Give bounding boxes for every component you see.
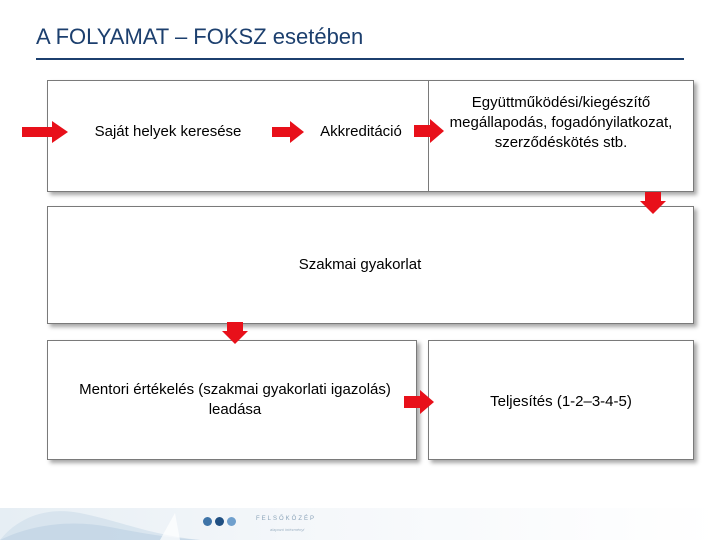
step-search-label: Saját helyek keresése xyxy=(94,123,242,140)
step-mentor-label: Mentori értékelés (szakmai gyakorlati igazolás) leadása xyxy=(79,381,391,418)
step-agreement-label: Együttműködési/kiegészítő megállapodás, fogadónyilatkozat, szerződéskötés stb. xyxy=(449,94,673,151)
footer-logo-subtitle: alapozó intézményi xyxy=(270,527,305,532)
arrow-right-icon xyxy=(404,390,434,414)
arrow-right-icon xyxy=(272,121,304,143)
step-practice-label: Szakmai gyakorlat xyxy=(298,256,422,273)
arrow-down-icon xyxy=(640,192,666,214)
arrow-right-icon xyxy=(22,121,68,143)
logo-dot-icon xyxy=(215,517,224,526)
footer-wave-graphic xyxy=(0,505,200,540)
arrow-right-icon xyxy=(414,119,444,143)
logo-dot-icon xyxy=(203,517,212,526)
title-underline xyxy=(36,58,684,60)
footer-logo xyxy=(203,517,236,526)
footer-logo-text: FELSŐKÖZÉP xyxy=(256,516,317,522)
step-completion-label: Teljesítés (1-2–3-4-5) xyxy=(490,393,632,410)
step-accreditation-label: Akkreditáció xyxy=(320,123,402,140)
logo-dot-icon xyxy=(227,517,236,526)
page-title: A FOLYAMAT – FOKSZ esetében xyxy=(36,24,364,49)
arrow-down-icon xyxy=(222,322,248,344)
